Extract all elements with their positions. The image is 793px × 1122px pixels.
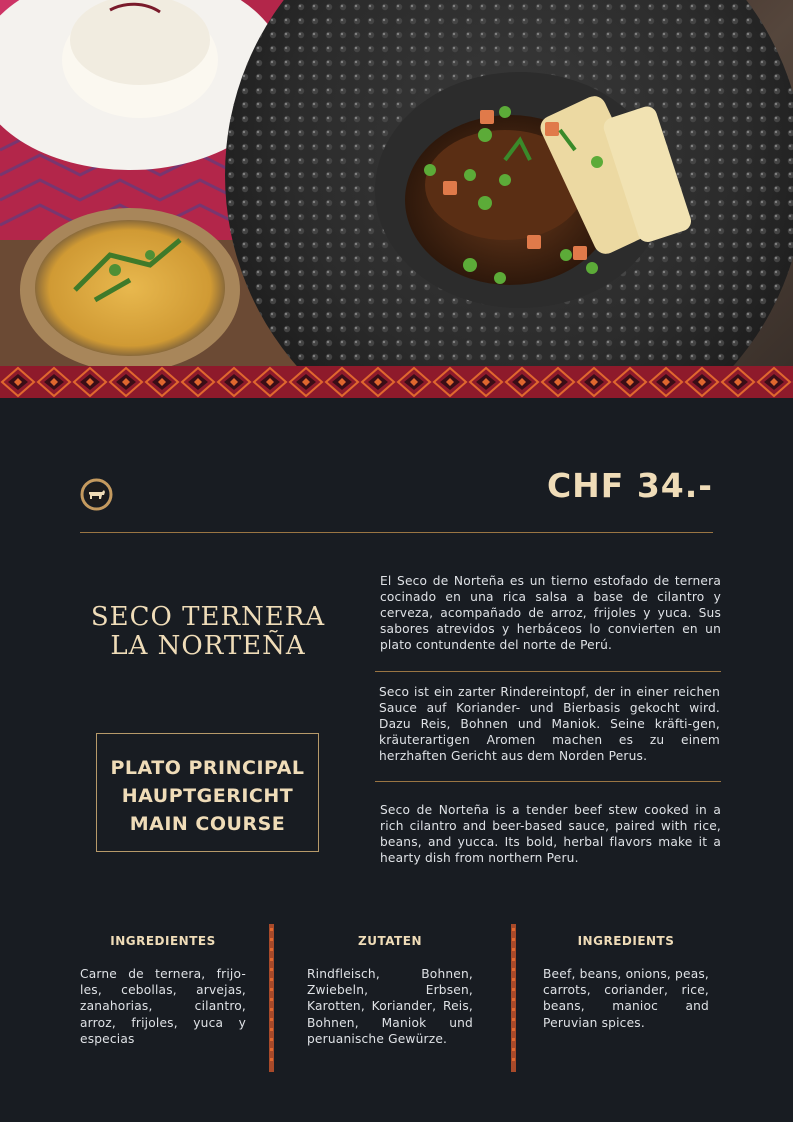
ingredients-text: Beef, beans, onions, peas, carrots, coriander, rice, beans, manioc and Peruvian spices. xyxy=(543,967,709,1030)
pattern-separator xyxy=(269,924,274,1072)
price-label: CHF 34.- xyxy=(546,466,713,505)
course-box xyxy=(96,733,319,852)
divider xyxy=(375,671,721,672)
ingredients-de xyxy=(307,934,473,1047)
course-de: HAUPTGERICHT xyxy=(121,785,294,807)
ingredients-heading: INGREDIENTES xyxy=(110,934,216,948)
divider xyxy=(375,781,721,782)
andean-pattern-band xyxy=(0,366,793,398)
plated-dish-illustration xyxy=(0,0,793,366)
ingredients-heading: INGREDIENTS xyxy=(577,934,675,948)
ingredients-heading: ZUTATEN xyxy=(358,934,422,948)
divider xyxy=(80,532,713,533)
ingredients-es xyxy=(80,934,246,1047)
course-es: PLATO PRINCIPAL xyxy=(110,757,305,779)
description-es: El Seco de Norteña es un tierno estofado de ternera cocinado en una rica salsa a base de cilantro y cerveza, acompañado de arroz, frijoles y yuca. Sus sabores atrevidos y herbáceos lo convierten en un plato contundente del norte de Perú. xyxy=(380,574,721,652)
beef-icon xyxy=(80,478,113,511)
dish-title-line-1: SECO TERNERA xyxy=(90,602,326,632)
pattern-separator xyxy=(511,924,516,1072)
course-en: MAIN COURSE xyxy=(129,813,286,835)
dish-title xyxy=(70,603,346,661)
ingredients-en xyxy=(543,934,709,1031)
ingredients-text: Carne de ternera, frijo-les, cebollas, arvejas, zanahorias, cilantro, arroz, frijoles, yuca y especias xyxy=(80,967,246,1046)
description-de: Seco ist ein zarter Rindereintopf, der in einer reichen Sauce auf Koriander- und Bierbasis gekocht wird. Dazu Reis, Bohnen und Maniok. Seine kräfti-gen, kräuterartigen Aromen machen es zu einem herzhaften Gericht aus dem Norden Perus. xyxy=(379,685,720,763)
description-en: Seco de Norteña is a tender beef stew cooked in a rich cilantro and beer-based sauce, paired with rice, beans, and yucca. Its bold, herbal flavors make it a hearty dish from northern Peru. xyxy=(380,803,721,865)
ingredients-text: Rindfleisch, Bohnen, Zwiebeln, Erbsen, Karotten, Koriander, Reis, Bohnen, Maniok und peruanische Gewürze. xyxy=(307,967,473,1046)
dish-title-line-2: LA NORTEÑA xyxy=(110,631,306,661)
hero-image xyxy=(0,0,793,366)
